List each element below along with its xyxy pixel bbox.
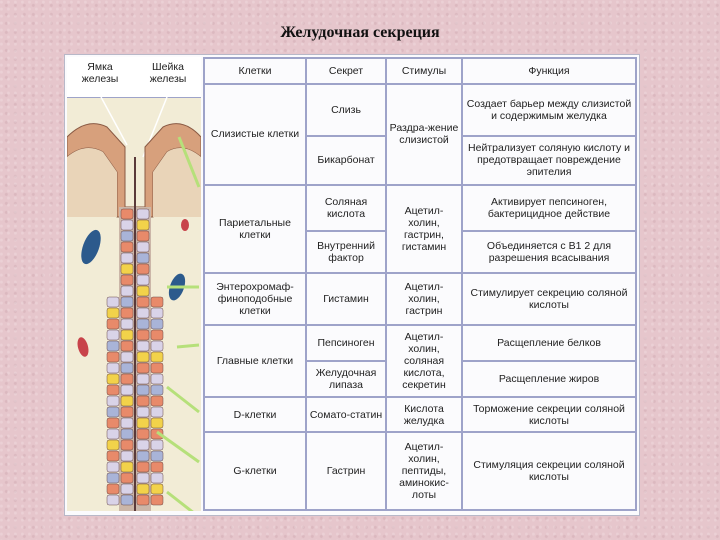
- gland-cell: [137, 308, 149, 318]
- label-gastric-pit: Ямка железы: [81, 61, 119, 85]
- gland-cell: [107, 495, 119, 505]
- function-cell: Стимуляция секреции соляной кислоты: [462, 432, 636, 510]
- pointer-arrow: [167, 387, 199, 412]
- gland-cell: [121, 451, 133, 461]
- secretion-table: [203, 57, 637, 511]
- gland-cell: [137, 363, 149, 373]
- gland-cell: [107, 407, 119, 417]
- gland-cell: [151, 495, 163, 505]
- cell-type: G-клетки: [204, 432, 306, 510]
- gland-cell: [151, 363, 163, 373]
- gland-cell: [137, 352, 149, 362]
- cell-type: D-клетки: [204, 397, 306, 431]
- gland-cell: [137, 253, 149, 263]
- secret-cell: Бикарбонат: [306, 136, 386, 184]
- gland-cell: [121, 385, 133, 395]
- cell-type: Слизистые клетки: [204, 84, 306, 184]
- table-row: [204, 185, 636, 231]
- gland-cell: [151, 473, 163, 483]
- gland-cell: [107, 484, 119, 494]
- gland-cell: [151, 308, 163, 318]
- gland-drawing: [67, 97, 201, 511]
- gland-cell: [107, 385, 119, 395]
- gland-cell: [121, 297, 133, 307]
- table-row: [204, 432, 636, 510]
- gland-cell: [137, 209, 149, 219]
- gland-cell: [121, 418, 133, 428]
- gland-cell: [137, 429, 149, 439]
- gland-cell: [151, 407, 163, 417]
- gland-cell: [121, 363, 133, 373]
- gland-cell: [121, 319, 133, 329]
- gland-cell: [137, 341, 149, 351]
- stimuli-cell: Ацетил-холин, гастрин: [386, 273, 462, 325]
- gland-cell: [107, 418, 119, 428]
- gland-cell: [107, 297, 119, 307]
- gland-cell: [121, 396, 133, 406]
- gland-cell: [151, 451, 163, 461]
- gland-cell: [137, 484, 149, 494]
- gland-cell: [137, 330, 149, 340]
- gland-cell: [151, 385, 163, 395]
- gland-cell: [137, 462, 149, 472]
- blood-vessel: [77, 227, 104, 266]
- gland-cell: [151, 440, 163, 450]
- gland-cell: [121, 231, 133, 241]
- function-cell: Расщепление жиров: [462, 361, 636, 397]
- cell-type: Главные клетки: [204, 325, 306, 397]
- gland-cell: [121, 473, 133, 483]
- gland-cell: [151, 330, 163, 340]
- pointer-arrow: [157, 432, 199, 462]
- gland-cell: [107, 341, 119, 351]
- slide-title: Желудочная секреция: [280, 24, 440, 41]
- table-row: [204, 84, 636, 136]
- gland-cell: [121, 462, 133, 472]
- gland-cell: [121, 209, 133, 219]
- gland-cell: [121, 341, 133, 351]
- gland-cell: [137, 275, 149, 285]
- gland-cell: [107, 352, 119, 362]
- gland-cell: [137, 451, 149, 461]
- stimuli-cell: Ацетил-холин, гастрин, гистамин: [386, 185, 462, 273]
- pointer-arrow: [177, 345, 199, 347]
- secret-cell: Гистамин: [306, 273, 386, 325]
- function-cell: Стимулирует секрецию соляной кислоты: [462, 273, 636, 325]
- gland-cell: [137, 286, 149, 296]
- gland-cell: [137, 396, 149, 406]
- gland-cell: [137, 231, 149, 241]
- stimuli-cell: Раздра-жение слизистой: [386, 84, 462, 184]
- gland-cell: [121, 253, 133, 263]
- gland-cell: [107, 396, 119, 406]
- gland-cell: [121, 286, 133, 296]
- gland-cell: [107, 319, 119, 329]
- gland-cell: [121, 407, 133, 417]
- function-cell: Создает барьер между слизистой и содержимым желудка: [462, 84, 636, 136]
- function-cell: Торможение секреции соляной кислоты: [462, 397, 636, 431]
- gland-cell: [107, 363, 119, 373]
- secret-cell: Слизь: [306, 84, 386, 136]
- gland-cell: [137, 242, 149, 252]
- gland-cell: [137, 220, 149, 230]
- gland-cell: [151, 418, 163, 428]
- secret-cell: Внутренний фактор: [306, 231, 386, 273]
- gland-cell: [121, 330, 133, 340]
- gland-cell: [137, 264, 149, 274]
- gland-cell: [107, 462, 119, 472]
- gland-cell: [151, 297, 163, 307]
- gland-cell: [137, 374, 149, 384]
- gland-cell: [151, 319, 163, 329]
- gland-cell: [107, 440, 119, 450]
- secret-cell: Желудочная липаза: [306, 361, 386, 397]
- table-row: [204, 325, 636, 361]
- secret-cell: Соляная кислота: [306, 185, 386, 231]
- gland-cell: [107, 374, 119, 384]
- gland-cell: [121, 308, 133, 318]
- secret-cell: Сомато-статин: [306, 397, 386, 431]
- gland-cell: [151, 341, 163, 351]
- stimuli-cell: Кислота желудка: [386, 397, 462, 431]
- function-cell: Активирует пепсиноген, бактерицидное действие: [462, 185, 636, 231]
- function-cell: Расщепление белков: [462, 325, 636, 361]
- gland-cell: [151, 462, 163, 472]
- gland-cell: [107, 429, 119, 439]
- header-cells: Клетки: [204, 58, 306, 84]
- table-row: [204, 273, 636, 325]
- gland-cell: [107, 473, 119, 483]
- gland-cell: [107, 330, 119, 340]
- gland-cell: [137, 297, 149, 307]
- cell-type: Париетальные клетки: [204, 185, 306, 273]
- gland-cell: [137, 440, 149, 450]
- gland-illustration: [67, 57, 201, 511]
- header-function: Функция: [462, 58, 636, 84]
- gland-cell: [107, 308, 119, 318]
- stimuli-cell: Ацетил-холин, пептиды, аминокис-лоты: [386, 432, 462, 510]
- secret-cell: Гастрин: [306, 432, 386, 510]
- gland-cell: [151, 352, 163, 362]
- gland-cell: [121, 352, 133, 362]
- blood-vessel-red: [76, 336, 91, 358]
- gland-cell: [137, 418, 149, 428]
- gland-cell: [137, 385, 149, 395]
- gland-cell: [137, 473, 149, 483]
- gland-cell: [121, 429, 133, 439]
- gland-cell: [121, 495, 133, 505]
- function-cell: Нейтрализует соляную кислоту и предотвращает повреждение эпителия: [462, 136, 636, 184]
- gland-cell: [121, 275, 133, 285]
- table-row: [204, 397, 636, 431]
- header-stimuli: Стимулы: [386, 58, 462, 84]
- gland-cell: [121, 484, 133, 494]
- function-cell: Объединяется с В1 2 для разрешения всасывания: [462, 231, 636, 273]
- gland-cell: [151, 484, 163, 494]
- secret-cell: Пепсиноген: [306, 325, 386, 361]
- illustration-header: [67, 57, 201, 98]
- gland-cell: [137, 407, 149, 417]
- cell-type: Энтерохромаф-финоподобные клетки: [204, 273, 306, 325]
- gland-cell: [137, 495, 149, 505]
- header-row: [204, 58, 636, 84]
- gland-cell: [121, 440, 133, 450]
- label-gland-neck: Шейка железы: [149, 61, 187, 85]
- gland-cell: [107, 451, 119, 461]
- blood-vessel-red: [181, 219, 189, 231]
- figure-panel: [64, 54, 640, 516]
- gland-cell: [137, 319, 149, 329]
- gland-cell: [121, 220, 133, 230]
- gland-cell: [151, 374, 163, 384]
- gland-cell: [121, 374, 133, 384]
- pointer-arrow: [167, 492, 199, 511]
- gland-cell: [151, 396, 163, 406]
- gland-cell: [121, 264, 133, 274]
- gland-cell: [121, 242, 133, 252]
- stimuli-cell: Ацетил-холин, соляная кислота, секретин: [386, 325, 462, 397]
- header-secret: Секрет: [306, 58, 386, 84]
